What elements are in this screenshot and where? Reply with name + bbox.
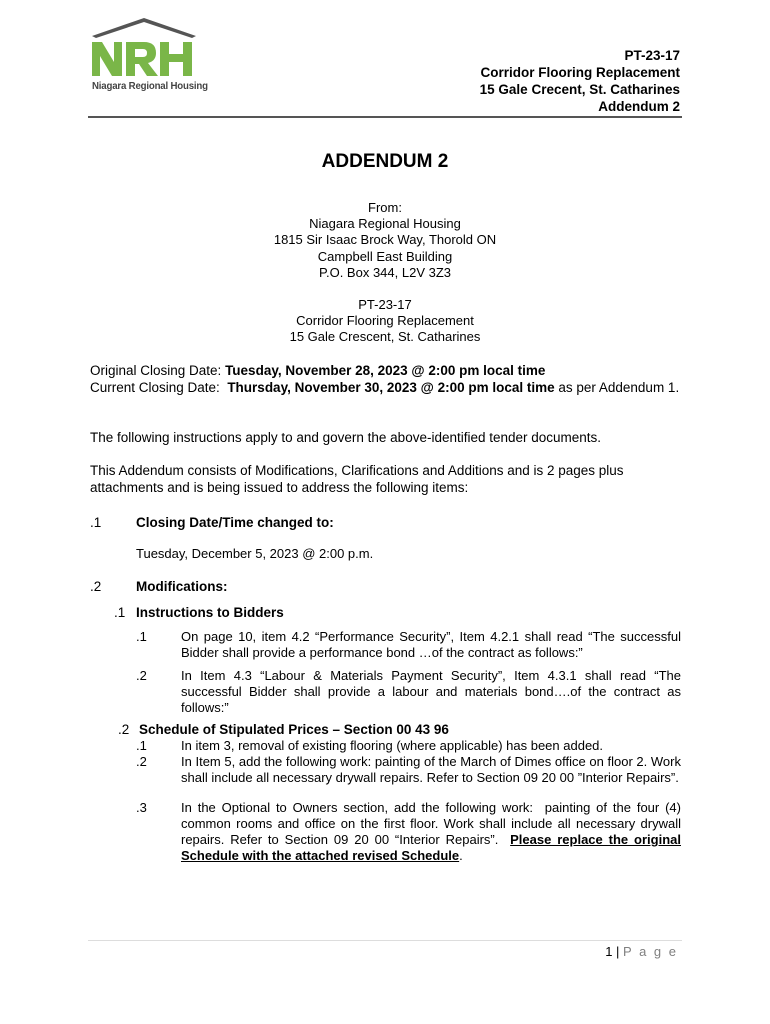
- subsection-2-number: .2: [118, 722, 130, 737]
- sub2-item-1-text: In item 3, removal of existing flooring (where applicable) has been added.: [181, 738, 604, 753]
- current-closing-label: Current Closing Date:: [90, 379, 228, 395]
- original-closing-value: Tuesday, November 28, 2023 @ 2:00 pm local time: [225, 363, 546, 378]
- sub1-item-1-text: On page 10, item 4.2 “Performance Security”, Item 4.2.1 shall read “The successful Bidder shall provide a performance bond …of the contract as follows:”: [181, 629, 681, 660]
- section-2-number: .2: [90, 579, 102, 594]
- from-org: Niagara Regional Housing: [309, 216, 461, 232]
- header-divider: [88, 116, 682, 118]
- from-block: [0, 200, 770, 281]
- page-word: P a g e: [623, 944, 678, 959]
- current-closing-suffix: as per Addendum 1.: [554, 379, 680, 395]
- section-2-heading: Modifications:: [136, 579, 228, 594]
- subsection-1-heading: Instructions to Bidders: [136, 605, 284, 620]
- header-address: 15 Gale Crecent, St. Catharines: [479, 82, 680, 97]
- project-number: PT-23-17: [358, 297, 412, 312]
- from-building: Campbell East Building: [317, 248, 453, 264]
- from-po-box: P.O. Box 344, L2V 3Z3: [318, 264, 451, 280]
- consists-paragraph: This Addendum consists of Modifications, Clarifications and Additions and is 2 pages plus attachments and is being issued to address the following items:: [90, 463, 624, 495]
- project-address: 15 Gale Crescent, St. Catharines: [289, 329, 481, 345]
- replace-schedule-notice: Please replace the original Schedule with the attached revised Schedule: [181, 832, 681, 863]
- original-closing-label: Original Closing Date:: [90, 363, 226, 378]
- from-label: From:: [368, 200, 402, 215]
- page-separator: |: [612, 944, 624, 959]
- page-title: ADDENDUM 2: [321, 151, 449, 172]
- section-1-text: Tuesday, December 5, 2023 @ 2:00 p.m.: [136, 546, 374, 561]
- section-1-number: .1: [90, 515, 102, 530]
- header-addendum: Addendum 2: [598, 99, 680, 114]
- page-footer: [605, 944, 678, 959]
- current-closing-value: Thursday, November 30, 2023 @ 2:00 pm local time: [227, 379, 555, 395]
- header-project-number: PT-23-17: [624, 48, 680, 63]
- logo-org-name: Niagara Regional Housing: [92, 80, 208, 92]
- subsection-1-number: .1: [114, 605, 126, 620]
- project-block: [0, 297, 770, 346]
- sub2-item-2-number: .2: [136, 754, 147, 769]
- closing-dates: [90, 363, 682, 396]
- sub2-item-3-text: [181, 800, 685, 864]
- instructions-paragraph: The following instructions apply to and govern the above-identified tender documents.: [90, 430, 602, 445]
- document-header: [480, 47, 680, 115]
- page-number: 1: [605, 944, 613, 959]
- sub2-item-3-end: .: [459, 848, 463, 863]
- section-1-heading: Closing Date/Time changed to:: [136, 515, 334, 530]
- sub1-item-1-number: .1: [136, 629, 147, 644]
- sub2-item-2-text: In Item 5, add the following work: painting of the March of Dimes office on floor 2. Work shall include all necessary drywall repairs. Refer to Section 09 20 00 ”Interior Repairs”.: [181, 754, 681, 785]
- project-name: Corridor Flooring Replacement: [296, 313, 474, 329]
- header-project-name: Corridor Flooring Replacement: [480, 65, 680, 80]
- from-street: 1815 Sir Isaac Brock Way, Thorold ON: [273, 232, 497, 248]
- sub2-item-1-number: .1: [136, 738, 147, 753]
- subsection-2-heading: Schedule of Stipulated Prices – Section 00 43 96: [139, 722, 449, 737]
- footer-divider: [88, 940, 682, 941]
- sub2-item-3-body: In the Optional to Owners section, add the following work: painting of the four (4) common rooms and office on the first floor. Work shall include all necessary drywall repairs. Refer to Section 09 20 00 “Interior Repairs”.: [181, 800, 685, 847]
- sub1-item-2-number: .2: [136, 668, 147, 683]
- sub1-item-2-text: In Item 4.3 “Labour & Materials Payment Security”, Item 4.3.1 shall read “The successful Bidder shall provide a labour and materials bond….of the contract as follows:”: [181, 668, 681, 715]
- sub2-item-3-number: .3: [136, 800, 147, 815]
